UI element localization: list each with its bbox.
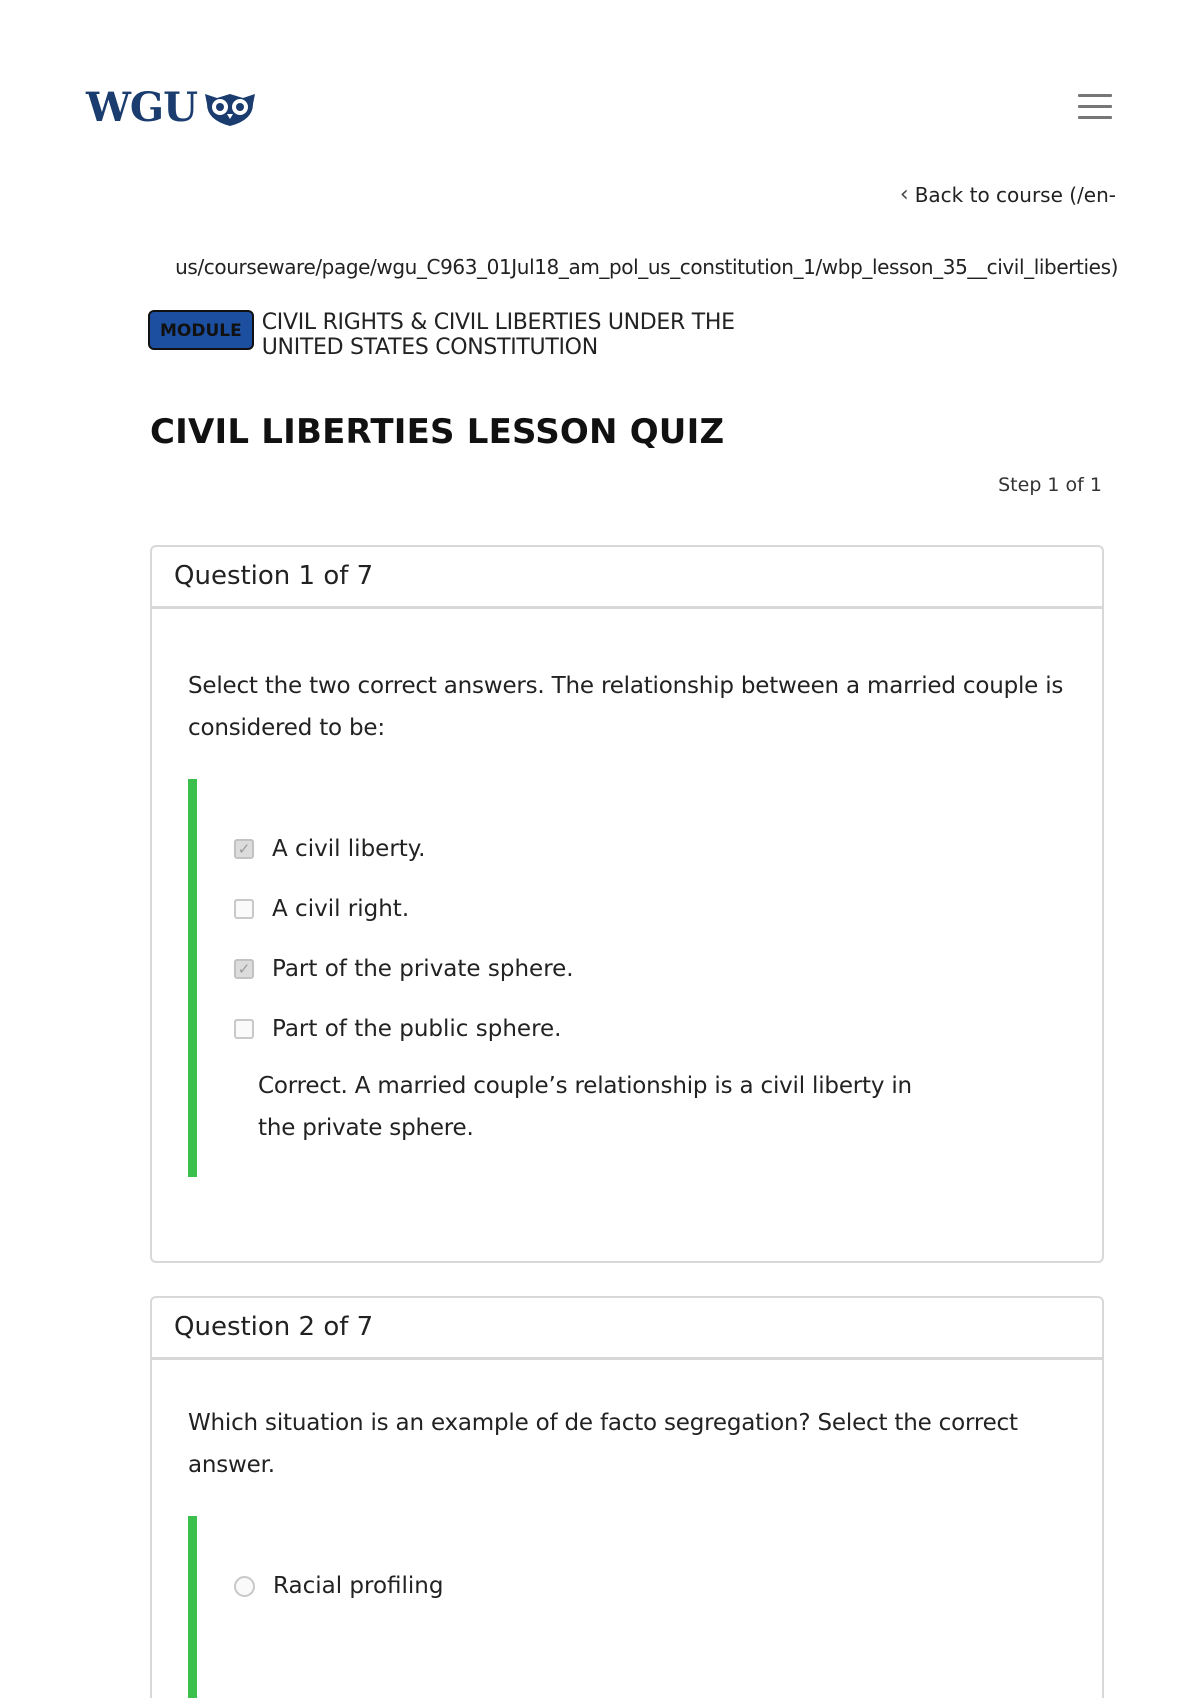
menu-line bbox=[1078, 105, 1112, 108]
answer-option[interactable] bbox=[234, 879, 1066, 939]
correct-indicator-bar bbox=[188, 1516, 197, 1698]
answers-list bbox=[188, 779, 1066, 1149]
checkbox-icon[interactable] bbox=[234, 1019, 254, 1039]
checkbox-checked-icon[interactable]: ✓ bbox=[234, 839, 254, 859]
logo-text: WGU bbox=[86, 84, 197, 131]
answer-label: A civil liberty. bbox=[272, 836, 426, 862]
question-body bbox=[152, 1402, 1102, 1616]
answer-label: Part of the public sphere. bbox=[272, 1016, 562, 1042]
module-title-line1: CIVIL RIGHTS & CIVIL LIBERTIES UNDER THE bbox=[261, 310, 735, 335]
owl-icon bbox=[201, 88, 259, 128]
question-card-1 bbox=[150, 545, 1104, 1263]
hamburger-menu-icon[interactable] bbox=[1078, 92, 1114, 122]
question-text: Select the two correct answers. The relationship between a married couple is considered to be: bbox=[188, 673, 1064, 741]
answers-list bbox=[188, 1516, 1066, 1616]
checkbox-checked-icon[interactable]: ✓ bbox=[234, 959, 254, 979]
answer-feedback: Correct. A married couple’s relationship is a civil liberty in the private sphere. bbox=[258, 1073, 912, 1141]
module-header bbox=[148, 310, 735, 360]
question-text: Which situation is an example of de facto segregation? Select the correct answer. bbox=[188, 1410, 1018, 1478]
answer-option[interactable] bbox=[234, 999, 1066, 1059]
back-to-course-link-url[interactable]: us/courseware/page/wgu_C963_01Jul18_am_pol_us_constitution_1/wbp_lesson_35__civil_liberties) bbox=[175, 255, 1118, 279]
wgu-logo[interactable] bbox=[86, 84, 259, 131]
module-title-line2: UNITED STATES CONSTITUTION bbox=[261, 335, 598, 360]
menu-line bbox=[1078, 94, 1112, 97]
page-title: CIVIL LIBERTIES LESSON QUIZ bbox=[150, 412, 725, 452]
module-badge: MODULE bbox=[148, 310, 254, 350]
correct-indicator-bar bbox=[188, 779, 197, 1177]
radio-icon[interactable] bbox=[234, 1576, 255, 1597]
module-title bbox=[262, 310, 735, 360]
answer-label: A civil right. bbox=[272, 896, 410, 922]
question-header: Question 2 of 7 bbox=[152, 1298, 1102, 1360]
answer-option[interactable] bbox=[234, 819, 1066, 879]
step-indicator: Step 1 of 1 bbox=[998, 474, 1102, 496]
chevron-left-icon: ‹ bbox=[899, 182, 909, 207]
answer-label: Racial profiling bbox=[273, 1573, 444, 1599]
back-link-text: Back to course (/en- bbox=[914, 182, 1116, 207]
answer-option[interactable] bbox=[234, 939, 1066, 999]
answer-option[interactable] bbox=[234, 1556, 1066, 1616]
question-header: Question 1 of 7 bbox=[152, 547, 1102, 609]
question-card-2 bbox=[150, 1296, 1104, 1698]
menu-line bbox=[1078, 116, 1112, 119]
back-to-course-link[interactable] bbox=[900, 182, 1116, 207]
checkbox-icon[interactable] bbox=[234, 899, 254, 919]
question-body bbox=[152, 665, 1102, 1149]
answer-label: Part of the private sphere. bbox=[272, 956, 574, 982]
